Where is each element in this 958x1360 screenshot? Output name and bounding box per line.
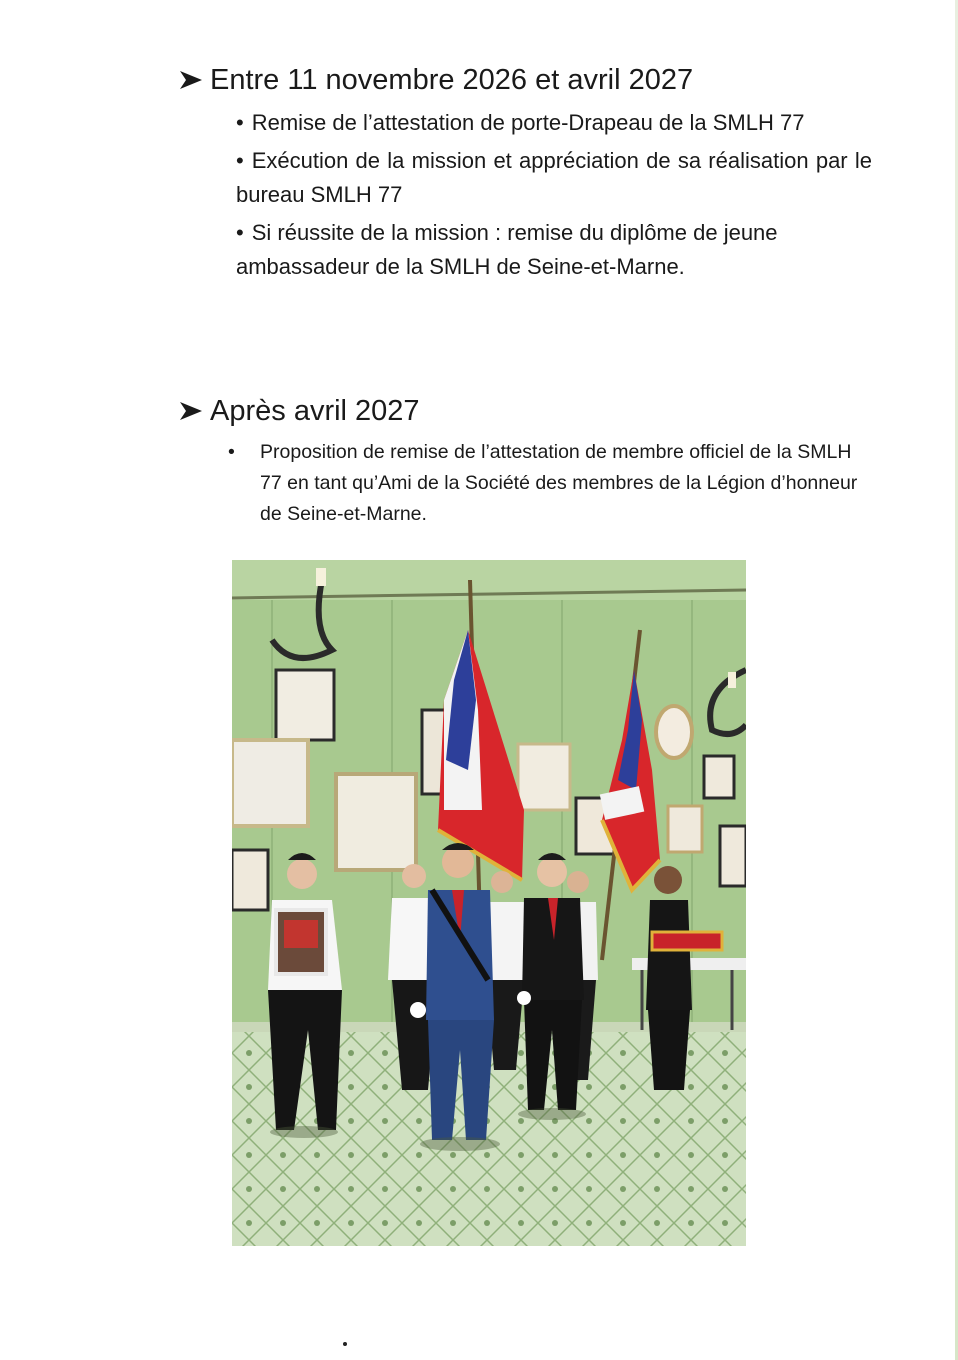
list-item: • Si réussite de la mission : remise du diplôme de jeune ambassadeur de la SMLH de Seine-et-Marne. — [236, 220, 778, 279]
bullet-dot: • — [236, 110, 244, 135]
list-item: Proposition de remise de l’attestation de membre officiel de la SMLH 77 en tant qu’Ami de la Société des membres de la Légion d’honneur de Seine-et-Marne. — [260, 441, 858, 525]
stray-mark — [343, 1342, 347, 1346]
ceremony-photo — [232, 560, 746, 1246]
section1-bullet-list — [236, 106, 872, 288]
list-item: • Remise de l’attestation de porte-Drapeau de la SMLH 77 — [236, 110, 805, 135]
section2-title: Après avril 2027 — [210, 395, 420, 427]
section2-heading — [178, 394, 420, 428]
section2-bullet-list — [228, 437, 868, 530]
bullet-dot: • — [236, 220, 244, 245]
ceremony-photo-illustration — [232, 560, 746, 1246]
bullet-dot: • — [236, 148, 244, 173]
arrow-bullet-icon — [178, 69, 204, 91]
section1-heading — [178, 63, 693, 97]
bullet-dot: • — [228, 441, 235, 463]
section1-title: Entre 11 novembre 2026 et avril 2027 — [210, 64, 694, 96]
list-item: • Exécution de la mission et appréciation de sa réalisation par le bureau SMLH 77 — [236, 148, 872, 207]
arrow-bullet-icon — [178, 400, 204, 422]
